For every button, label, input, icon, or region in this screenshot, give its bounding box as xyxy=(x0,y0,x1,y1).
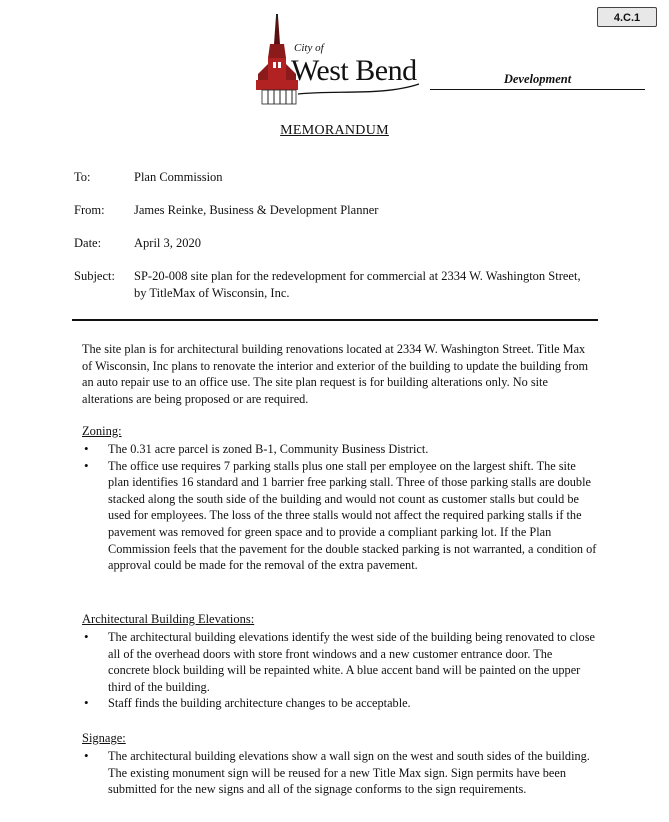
from-label: From: xyxy=(74,203,105,217)
city-logo xyxy=(254,14,422,106)
logo-city-name: West Bend xyxy=(291,54,417,87)
list-item: • The architectural building elevations show a wall sign on the west and south sides of the building. The existing monument sign will be reused for a new Title Max sign. Sign permits have been submitted for the new signs and all of the signage conforms to the sign requirements. xyxy=(82,748,597,798)
architecture-heading: Architectural Building Elevations: xyxy=(82,612,255,626)
from-value: James Reinke, Business & Development Planner xyxy=(134,203,379,217)
intro-paragraph: The site plan is for architectural building renovations located at 2334 W. Washington Street. Title Max of Wisconsin, Inc plans to renovate the interior and exterior of the building to update the building from an auto repair use to an office use. The site plan request is for building alterations only. No site alterations are being proposed or are required. xyxy=(82,342,589,406)
zoning-heading: Zoning: xyxy=(82,424,122,438)
subject-value: SP-20-008 site plan for the redevelopment for commercial at 2334 W. Washington Street, by TitleMax of Wisconsin, Inc. xyxy=(134,269,581,300)
architecture-list xyxy=(82,629,597,712)
list-item: • The 0.31 acre parcel is zoned B-1, Community Business District. xyxy=(82,441,597,458)
page-number-badge: 4.C.1 xyxy=(597,7,657,27)
department-label: Development xyxy=(503,72,572,86)
signage-list xyxy=(82,748,597,798)
date-label: Date: xyxy=(74,236,102,250)
logo-city-of: City of xyxy=(294,42,324,54)
date-value: April 3, 2020 xyxy=(134,236,202,250)
list-item: • The office use requires 7 parking stalls plus one stall per employee on the largest shift. The site plan identifies 16 standard and 1 barrier free parking stall. Three of those parking stalls are double stacked along the south side of the building and would not count as customer stalls but could be used for employees. The loss of the three stalls would not affect the required parking stalls if the pavement was removed for green space and to provide a compliant parking lot. If the Plan Commission feels that the pavement for the double stacked parking is not warranted, a condition of approval could be made for the removal of the extra pavement. xyxy=(82,458,597,574)
header-divider xyxy=(72,319,598,321)
list-item: • Staff finds the building architecture changes to be acceptable. xyxy=(82,695,597,712)
list-item: • The architectural building elevations identify the west side of the building being renovated to close all of the overhead doors with store front windows and a new customer entrance door. The concrete block building will be repainted white. A blue accent band will be painted on the upper third of the building. xyxy=(82,629,597,695)
to-label: To: xyxy=(74,170,91,184)
zoning-list xyxy=(82,441,597,574)
memo-title: MEMORANDUM xyxy=(280,123,389,138)
signage-heading: Signage: xyxy=(82,731,126,745)
department-rule xyxy=(430,89,645,90)
subject-label: Subject: xyxy=(74,269,115,283)
to-value: Plan Commission xyxy=(134,170,223,184)
